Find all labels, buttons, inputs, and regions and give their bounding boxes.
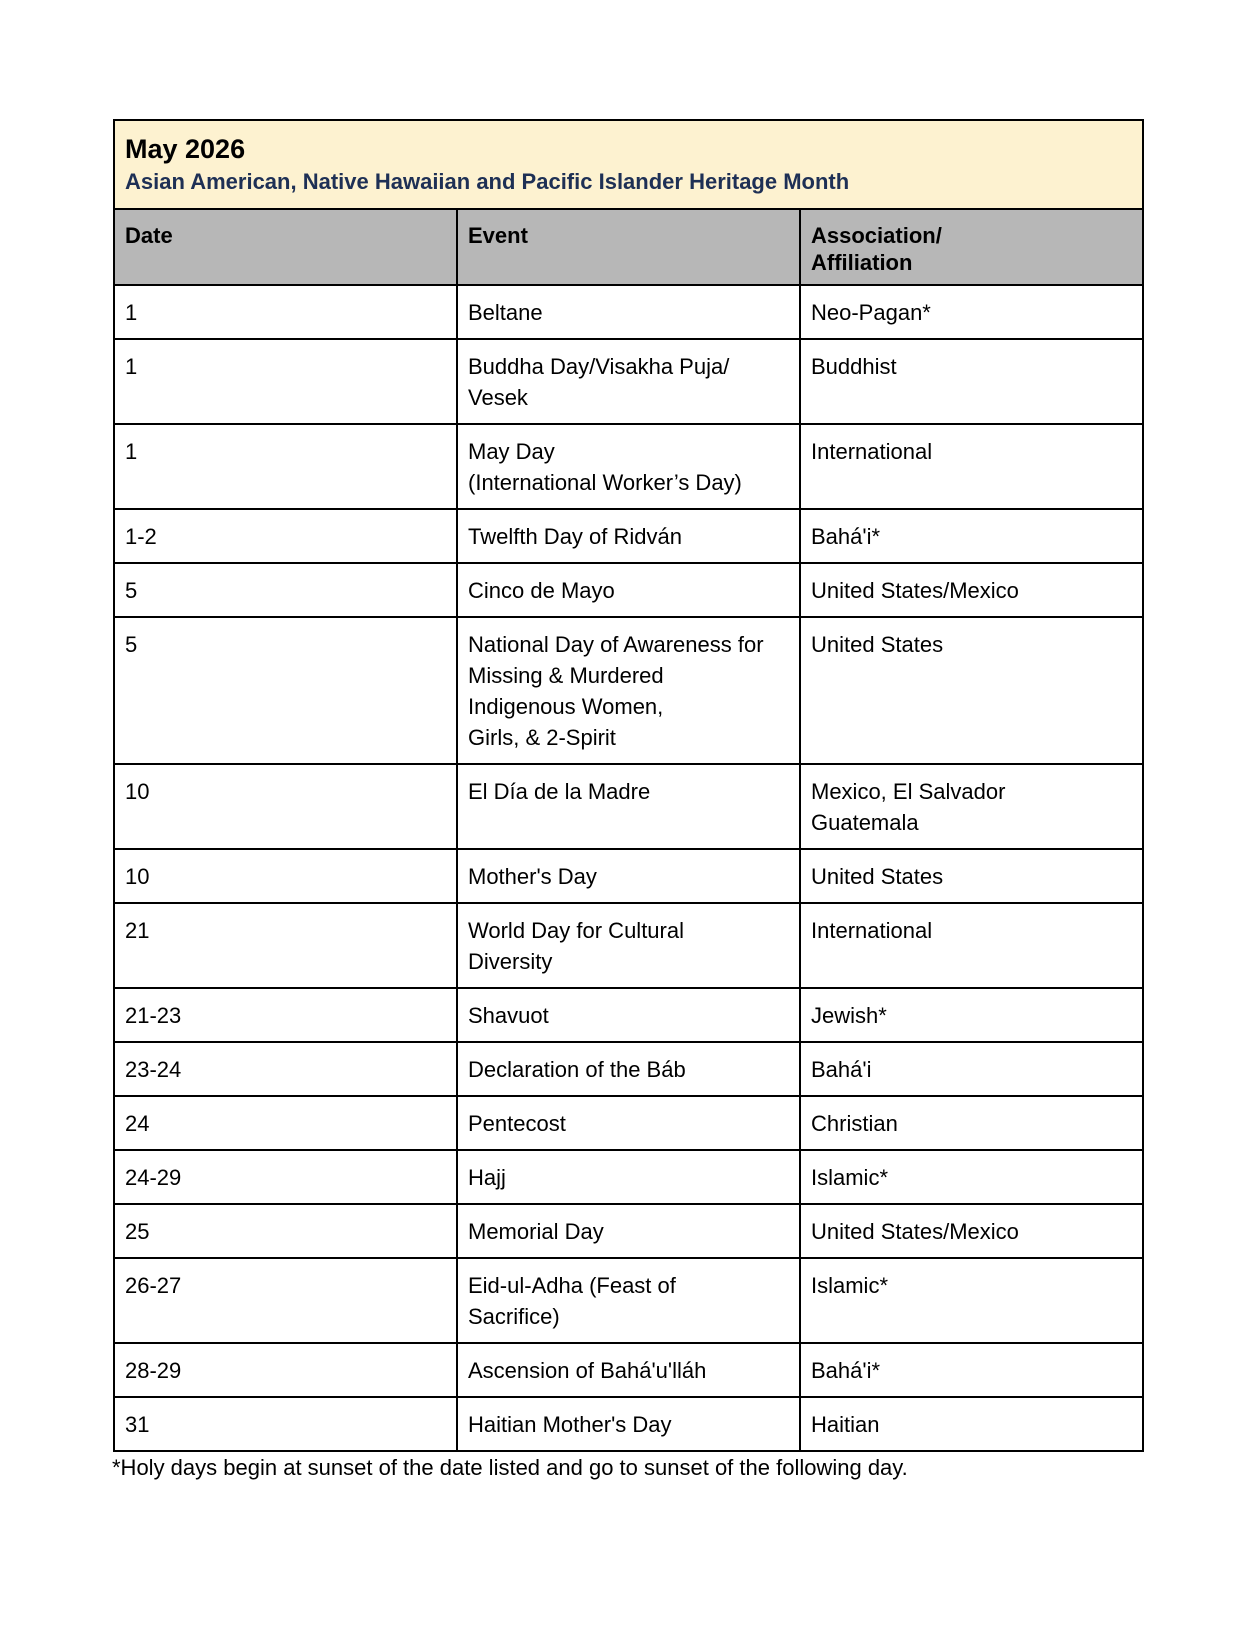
table-row bbox=[114, 988, 1143, 1042]
date-cell: 21-23 bbox=[114, 988, 457, 1042]
column-header-affiliation: Association/ Affiliation bbox=[800, 209, 1143, 285]
column-header-row bbox=[114, 209, 1143, 285]
table-row bbox=[114, 1042, 1143, 1096]
event-cell: Shavuot bbox=[457, 988, 800, 1042]
affiliation-cell: International bbox=[800, 424, 1143, 509]
affiliation-cell: International bbox=[800, 903, 1143, 988]
date-cell: 24-29 bbox=[114, 1150, 457, 1204]
event-cell: Memorial Day bbox=[457, 1204, 800, 1258]
table-row bbox=[114, 339, 1143, 424]
table-row bbox=[114, 1397, 1143, 1451]
event-cell: Mother's Day bbox=[457, 849, 800, 903]
affiliation-cell: United States/Mexico bbox=[800, 563, 1143, 617]
table-row bbox=[114, 563, 1143, 617]
event-cell: El Día de la Madre bbox=[457, 764, 800, 849]
date-cell: 31 bbox=[114, 1397, 457, 1451]
document-page bbox=[113, 119, 1142, 1482]
table-row bbox=[114, 1258, 1143, 1343]
date-cell: 5 bbox=[114, 563, 457, 617]
date-cell: 10 bbox=[114, 849, 457, 903]
event-cell: World Day for Cultural Diversity bbox=[457, 903, 800, 988]
table-row bbox=[114, 1150, 1143, 1204]
affiliation-cell: Islamic* bbox=[800, 1150, 1143, 1204]
column-header-event: Event bbox=[457, 209, 800, 285]
affiliation-cell: Islamic* bbox=[800, 1258, 1143, 1343]
title-row bbox=[114, 120, 1143, 209]
table-row bbox=[114, 1096, 1143, 1150]
table-row bbox=[114, 764, 1143, 849]
column-header-date: Date bbox=[114, 209, 457, 285]
date-cell: 1-2 bbox=[114, 509, 457, 563]
affiliation-cell: United States/Mexico bbox=[800, 1204, 1143, 1258]
event-cell: National Day of Awareness for Missing & Murdered Indigenous Women, Girls, & 2-Spirit bbox=[457, 617, 800, 764]
date-cell: 5 bbox=[114, 617, 457, 764]
date-cell: 1 bbox=[114, 285, 457, 339]
date-cell: 25 bbox=[114, 1204, 457, 1258]
affiliation-cell: Mexico, El Salvador Guatemala bbox=[800, 764, 1143, 849]
affiliation-cell: Haitian bbox=[800, 1397, 1143, 1451]
event-cell: Ascension of Bahá'u'lláh bbox=[457, 1343, 800, 1397]
affiliation-cell: Bahá'i* bbox=[800, 1343, 1143, 1397]
event-cell: May Day (International Worker’s Day) bbox=[457, 424, 800, 509]
event-cell: Hajj bbox=[457, 1150, 800, 1204]
event-cell: Twelfth Day of Ridván bbox=[457, 509, 800, 563]
title-cell bbox=[114, 120, 1143, 209]
event-cell: Pentecost bbox=[457, 1096, 800, 1150]
table-row bbox=[114, 285, 1143, 339]
table-row bbox=[114, 509, 1143, 563]
observance-calendar-table bbox=[113, 119, 1144, 1452]
table-row bbox=[114, 424, 1143, 509]
affiliation-cell: Buddhist bbox=[800, 339, 1143, 424]
table-row bbox=[114, 903, 1143, 988]
affiliation-cell: Christian bbox=[800, 1096, 1143, 1150]
date-cell: 1 bbox=[114, 424, 457, 509]
table-row bbox=[114, 1343, 1143, 1397]
date-cell: 24 bbox=[114, 1096, 457, 1150]
table-row bbox=[114, 1204, 1143, 1258]
affiliation-cell: United States bbox=[800, 617, 1143, 764]
date-cell: 28-29 bbox=[114, 1343, 457, 1397]
holy-days-footnote: *Holy days begin at sunset of the date listed and go to sunset of the following day. bbox=[112, 1455, 908, 1480]
event-cell: Declaration of the Báb bbox=[457, 1042, 800, 1096]
month-title: May 2026 bbox=[125, 134, 246, 164]
affiliation-cell: Jewish* bbox=[800, 988, 1143, 1042]
date-cell: 21 bbox=[114, 903, 457, 988]
affiliation-cell: Bahá'i* bbox=[800, 509, 1143, 563]
date-cell: 1 bbox=[114, 339, 457, 424]
affiliation-cell: United States bbox=[800, 849, 1143, 903]
affiliation-cell: Neo-Pagan* bbox=[800, 285, 1143, 339]
event-cell: Beltane bbox=[457, 285, 800, 339]
event-cell: Eid-ul-Adha (Feast of Sacrifice) bbox=[457, 1258, 800, 1343]
heritage-month-subtitle: Asian American, Native Hawaiian and Pacific Islander Heritage Month bbox=[125, 169, 850, 194]
date-cell: 23-24 bbox=[114, 1042, 457, 1096]
table-row bbox=[114, 617, 1143, 764]
date-cell: 10 bbox=[114, 764, 457, 849]
event-cell: Cinco de Mayo bbox=[457, 563, 800, 617]
table-row bbox=[114, 849, 1143, 903]
affiliation-cell: Bahá'i bbox=[800, 1042, 1143, 1096]
event-cell: Buddha Day/Visakha Puja/ Vesek bbox=[457, 339, 800, 424]
event-cell: Haitian Mother's Day bbox=[457, 1397, 800, 1451]
date-cell: 26-27 bbox=[114, 1258, 457, 1343]
